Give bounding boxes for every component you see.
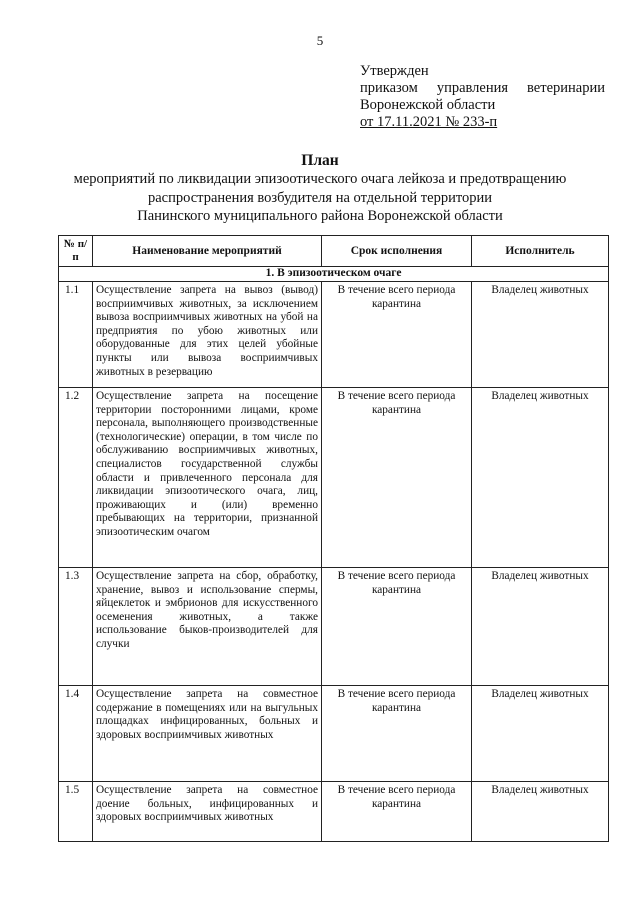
measures-table [58,235,609,842]
header-executor: Исполнитель [472,236,609,267]
page-number: 5 [316,33,324,48]
row-deadline: В течение всего периода карантина [322,782,472,842]
row-action: Осуществление запрета на совместное доение больных, инфицированных и здоровых восприимчивых животных [93,782,322,842]
approval-block [360,63,605,131]
row-deadline: В течение всего периода карантина [322,686,472,782]
plan-subtitle-line-1: мероприятий по ликвидации эпизоотического очага лейкоза и предотвращению [73,171,567,187]
table-row [59,782,609,842]
table-row [59,686,609,782]
row-num: 1.2 [59,388,93,568]
row-deadline: В течение всего периода карантина [322,282,472,388]
row-deadline: В течение всего периода карантина [322,388,472,568]
row-num: 1.5 [59,782,93,842]
section-title: 1. В эпизоотическом очаге [59,267,609,282]
row-action: Осуществление запрета на сбор, обработку, хранение, вывоз и использование спермы, яйцеклеток и эмбрионов для искусственного осеменения животных, а также использование быков-производителей для случки [93,568,322,686]
row-executor: Владелец животных [472,686,609,782]
plan-subtitle-line-3: Панинского муниципального района Воронежской области [137,208,503,224]
row-executor: Владелец животных [472,282,609,388]
row-action: Осуществление запрета на совместное содержание в помещениях или на выгульных площадках инфицированных, больных и здоровых восприимчивых животных [93,686,322,782]
row-action: Осуществление запрета на вывоз (вывод) восприимчивых животных, за исключением вывоза восприимчивых животных на убой на предприятия по убою животных или оборудованные для этих целей убойные пункты или вывоза восприимчивых животных в резервацию [93,282,322,388]
row-executor: Владелец животных [472,388,609,568]
section-row [59,267,609,282]
row-executor: Владелец животных [472,782,609,842]
table-row [59,568,609,686]
plan-subtitle [60,170,580,226]
plan-title: План [301,152,339,169]
row-executor: Владелец животных [472,568,609,686]
plan-subtitle-line-2: распространения возбудителя на отдельной территории [148,189,492,206]
approval-line-approved: Утвержден [360,63,429,79]
approval-line-order: приказом управления ветеринарии [360,80,605,96]
row-action: Осуществление запрета на посещение территории посторонними лицами, кроме персонала, выполняющего производственные (технологические) операции, в том числе по обслуживанию восприимчивых животных, специалистов государственной службы области и привлеченного персонала для ликвидации эпизоотического очага, лиц, проживающих и (или) временно пребывающих на территории, признанной эпизоотическим очагом [93,388,322,568]
row-deadline: В течение всего периода карантина [322,568,472,686]
table-row [59,388,609,568]
approval-line-date: от 17.11.2021 № 233-п [360,114,498,130]
table-row [59,282,609,388]
row-num: 1.3 [59,568,93,686]
header-action: Наименование мероприятий [93,236,322,267]
header-deadline: Срок исполнения [322,236,472,267]
row-num: 1.4 [59,686,93,782]
header-num: № п/п [59,236,93,267]
row-num: 1.1 [59,282,93,388]
approval-line-region: Воронежской области [360,97,496,113]
table-header-row [59,236,609,267]
